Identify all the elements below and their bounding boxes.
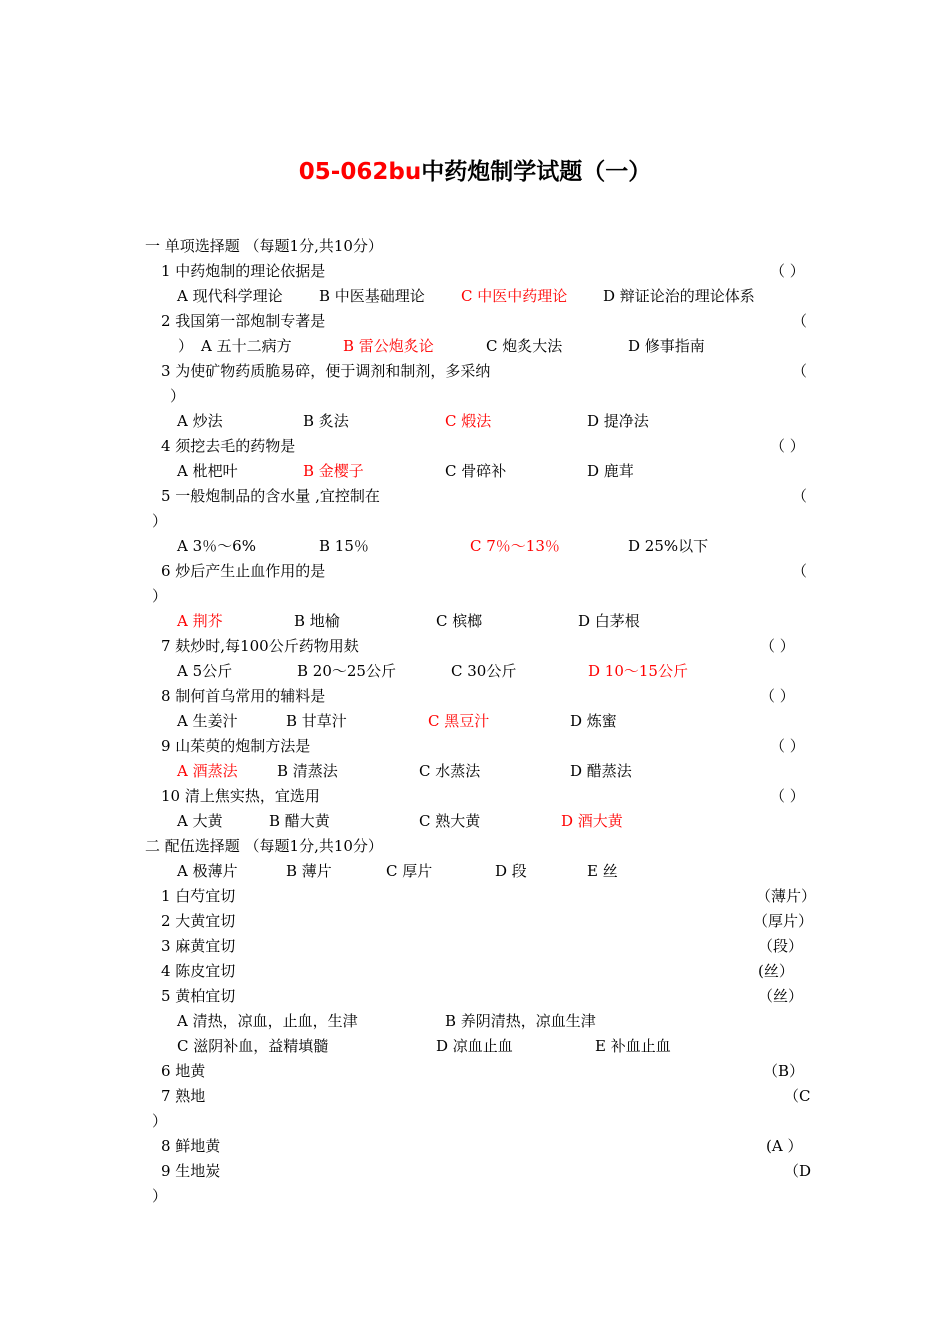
- option-c: C 骨碎补: [445, 462, 507, 480]
- option-e: E 丝: [587, 862, 618, 880]
- answer-paren-close: ）: [178, 337, 194, 355]
- answer-paren-open: （: [792, 562, 808, 580]
- question-stem: 5 一般炮制品的含水量 ,宜控制在: [161, 487, 380, 505]
- option-a: A 5公斤: [177, 662, 233, 680]
- option-b-correct: B 金樱子: [303, 462, 364, 480]
- option-b: B 20～25公斤: [297, 662, 396, 680]
- match-item: 8 鲜地黄: [161, 1137, 221, 1155]
- option-c: C 30公斤: [451, 662, 517, 680]
- option-e: E 补血止血: [595, 1037, 671, 1055]
- answer-paren: （ ）: [770, 437, 805, 455]
- answer-paren-open: （: [792, 312, 808, 330]
- option-a: A 3％～6%: [177, 537, 256, 555]
- option-d: D 25%以下: [628, 537, 709, 555]
- option-b: B 中医基础理论: [319, 287, 425, 305]
- match-answer-close: ）: [152, 1112, 168, 1130]
- page-title: [0, 153, 950, 186]
- option-b: B 炙法: [303, 412, 349, 430]
- option-b: B 清蒸法: [277, 762, 338, 780]
- option-b: B 醋大黄: [269, 812, 330, 830]
- match-item: 5 黄柏宜切: [161, 987, 236, 1005]
- answer-paren-open: （: [792, 487, 808, 505]
- option-b: B 地榆: [294, 612, 340, 630]
- question-stem: 6 炒后产生止血作用的是: [161, 562, 326, 580]
- option-a: A 炒法: [177, 412, 223, 430]
- option-d: D 段: [495, 862, 527, 880]
- match-answer: （段）: [758, 937, 804, 955]
- question-stem: 10 清上焦实热，宜选用: [161, 787, 320, 805]
- question-stem: 2 我国第一部炮制专著是: [161, 312, 326, 330]
- option-a: A 枇杷叶: [177, 462, 238, 480]
- option-a: A 清热，凉血，止血，生津: [177, 1012, 358, 1030]
- option-c: C 熟大黄: [419, 812, 481, 830]
- option-a: A 五十二病方: [201, 337, 292, 355]
- answer-paren: （ ）: [770, 787, 805, 805]
- answer-paren: （ ）: [760, 637, 795, 655]
- section1-heading: 一 单项选择题 （每题1分,共10分）: [145, 237, 383, 255]
- option-c: C 炮炙大法: [486, 337, 563, 355]
- match-item: 9 生地炭: [161, 1162, 221, 1180]
- option-c-correct: C 7％～13％: [470, 537, 560, 555]
- match-answer-close: ）: [152, 1187, 168, 1205]
- option-a-correct: A 酒蒸法: [177, 762, 238, 780]
- answer-paren: （ ）: [760, 687, 795, 705]
- match-answer: （丝）: [758, 987, 804, 1005]
- match-answer: （薄片）: [756, 887, 817, 905]
- match-answer-open: （C: [784, 1087, 811, 1105]
- option-d: D 鹿茸: [587, 462, 634, 480]
- option-c: C 槟榔: [436, 612, 483, 630]
- option-d: D 辩证论治的理论体系: [603, 287, 755, 305]
- match-answer: (A ）: [766, 1137, 803, 1155]
- option-b: B 15％: [319, 537, 369, 555]
- match-item: 4 陈皮宜切: [161, 962, 236, 980]
- option-b: B 薄片: [286, 862, 332, 880]
- match-answer: （B）: [763, 1062, 805, 1080]
- option-a: A 极薄片: [177, 862, 238, 880]
- match-answer: (丝）: [758, 962, 794, 980]
- answer-paren: （ ）: [770, 262, 805, 280]
- option-d-correct: D 10～15公斤: [588, 662, 688, 680]
- question-stem: 4 须挖去毛的药物是: [161, 437, 296, 455]
- match-item: 2 大黄宜切: [161, 912, 236, 930]
- option-c-correct: C 中医中药理论: [461, 287, 568, 305]
- answer-paren: （ ）: [770, 737, 805, 755]
- option-a: A 生姜汁: [177, 712, 238, 730]
- match-item: 1 白芍宜切: [161, 887, 236, 905]
- option-a-correct: A 荆芥: [177, 612, 223, 630]
- option-d: D 凉血止血: [436, 1037, 513, 1055]
- option-a: A 大黄: [177, 812, 223, 830]
- question-stem: 7 麸炒时,每100公斤药物用麸: [161, 637, 359, 655]
- question-stem: 1 中药炮制的理论依据是: [161, 262, 326, 280]
- answer-paren-open: （: [792, 362, 808, 380]
- option-d: D 提净法: [587, 412, 649, 430]
- answer-paren-close: ）: [152, 587, 168, 605]
- answer-paren-close: ）: [170, 387, 186, 405]
- option-b: B 甘草汁: [286, 712, 347, 730]
- section2-heading: 二 配伍选择题 （每题1分,共10分）: [145, 837, 383, 855]
- match-answer: （厚片）: [753, 912, 814, 930]
- option-b-correct: B 雷公炮炙论: [343, 337, 434, 355]
- match-answer-open: （D: [784, 1162, 812, 1180]
- option-a: A 现代科学理论: [177, 287, 283, 305]
- question-stem: 9 山茱萸的炮制方法是: [161, 737, 311, 755]
- option-b: B 养阴清热，凉血生津: [445, 1012, 596, 1030]
- question-stem: 8 制何首乌常用的辅料是: [161, 687, 326, 705]
- option-c: C 滋阴补血，益精填髓: [177, 1037, 329, 1055]
- option-d: D 白茅根: [578, 612, 640, 630]
- option-c-correct: C 煅法: [445, 412, 492, 430]
- title-main: 中药炮制学试题（一）: [421, 159, 652, 185]
- match-item: 7 熟地: [161, 1087, 206, 1105]
- option-d-correct: D 酒大黄: [561, 812, 623, 830]
- question-stem: 3 为使矿物药质脆易碎，便于调剂和制剂，多采纳: [161, 362, 491, 380]
- option-c-correct: C 黑豆汁: [428, 712, 490, 730]
- title-code: 05-062bu: [298, 159, 422, 185]
- option-c: C 水蒸法: [419, 762, 481, 780]
- match-item: 3 麻黄宜切: [161, 937, 236, 955]
- answer-paren-close: ）: [152, 512, 168, 530]
- option-d: D 炼蜜: [570, 712, 617, 730]
- option-d: D 修事指南: [628, 337, 705, 355]
- option-c: C 厚片: [386, 862, 433, 880]
- match-item: 6 地黄: [161, 1062, 206, 1080]
- option-d: D 醋蒸法: [570, 762, 632, 780]
